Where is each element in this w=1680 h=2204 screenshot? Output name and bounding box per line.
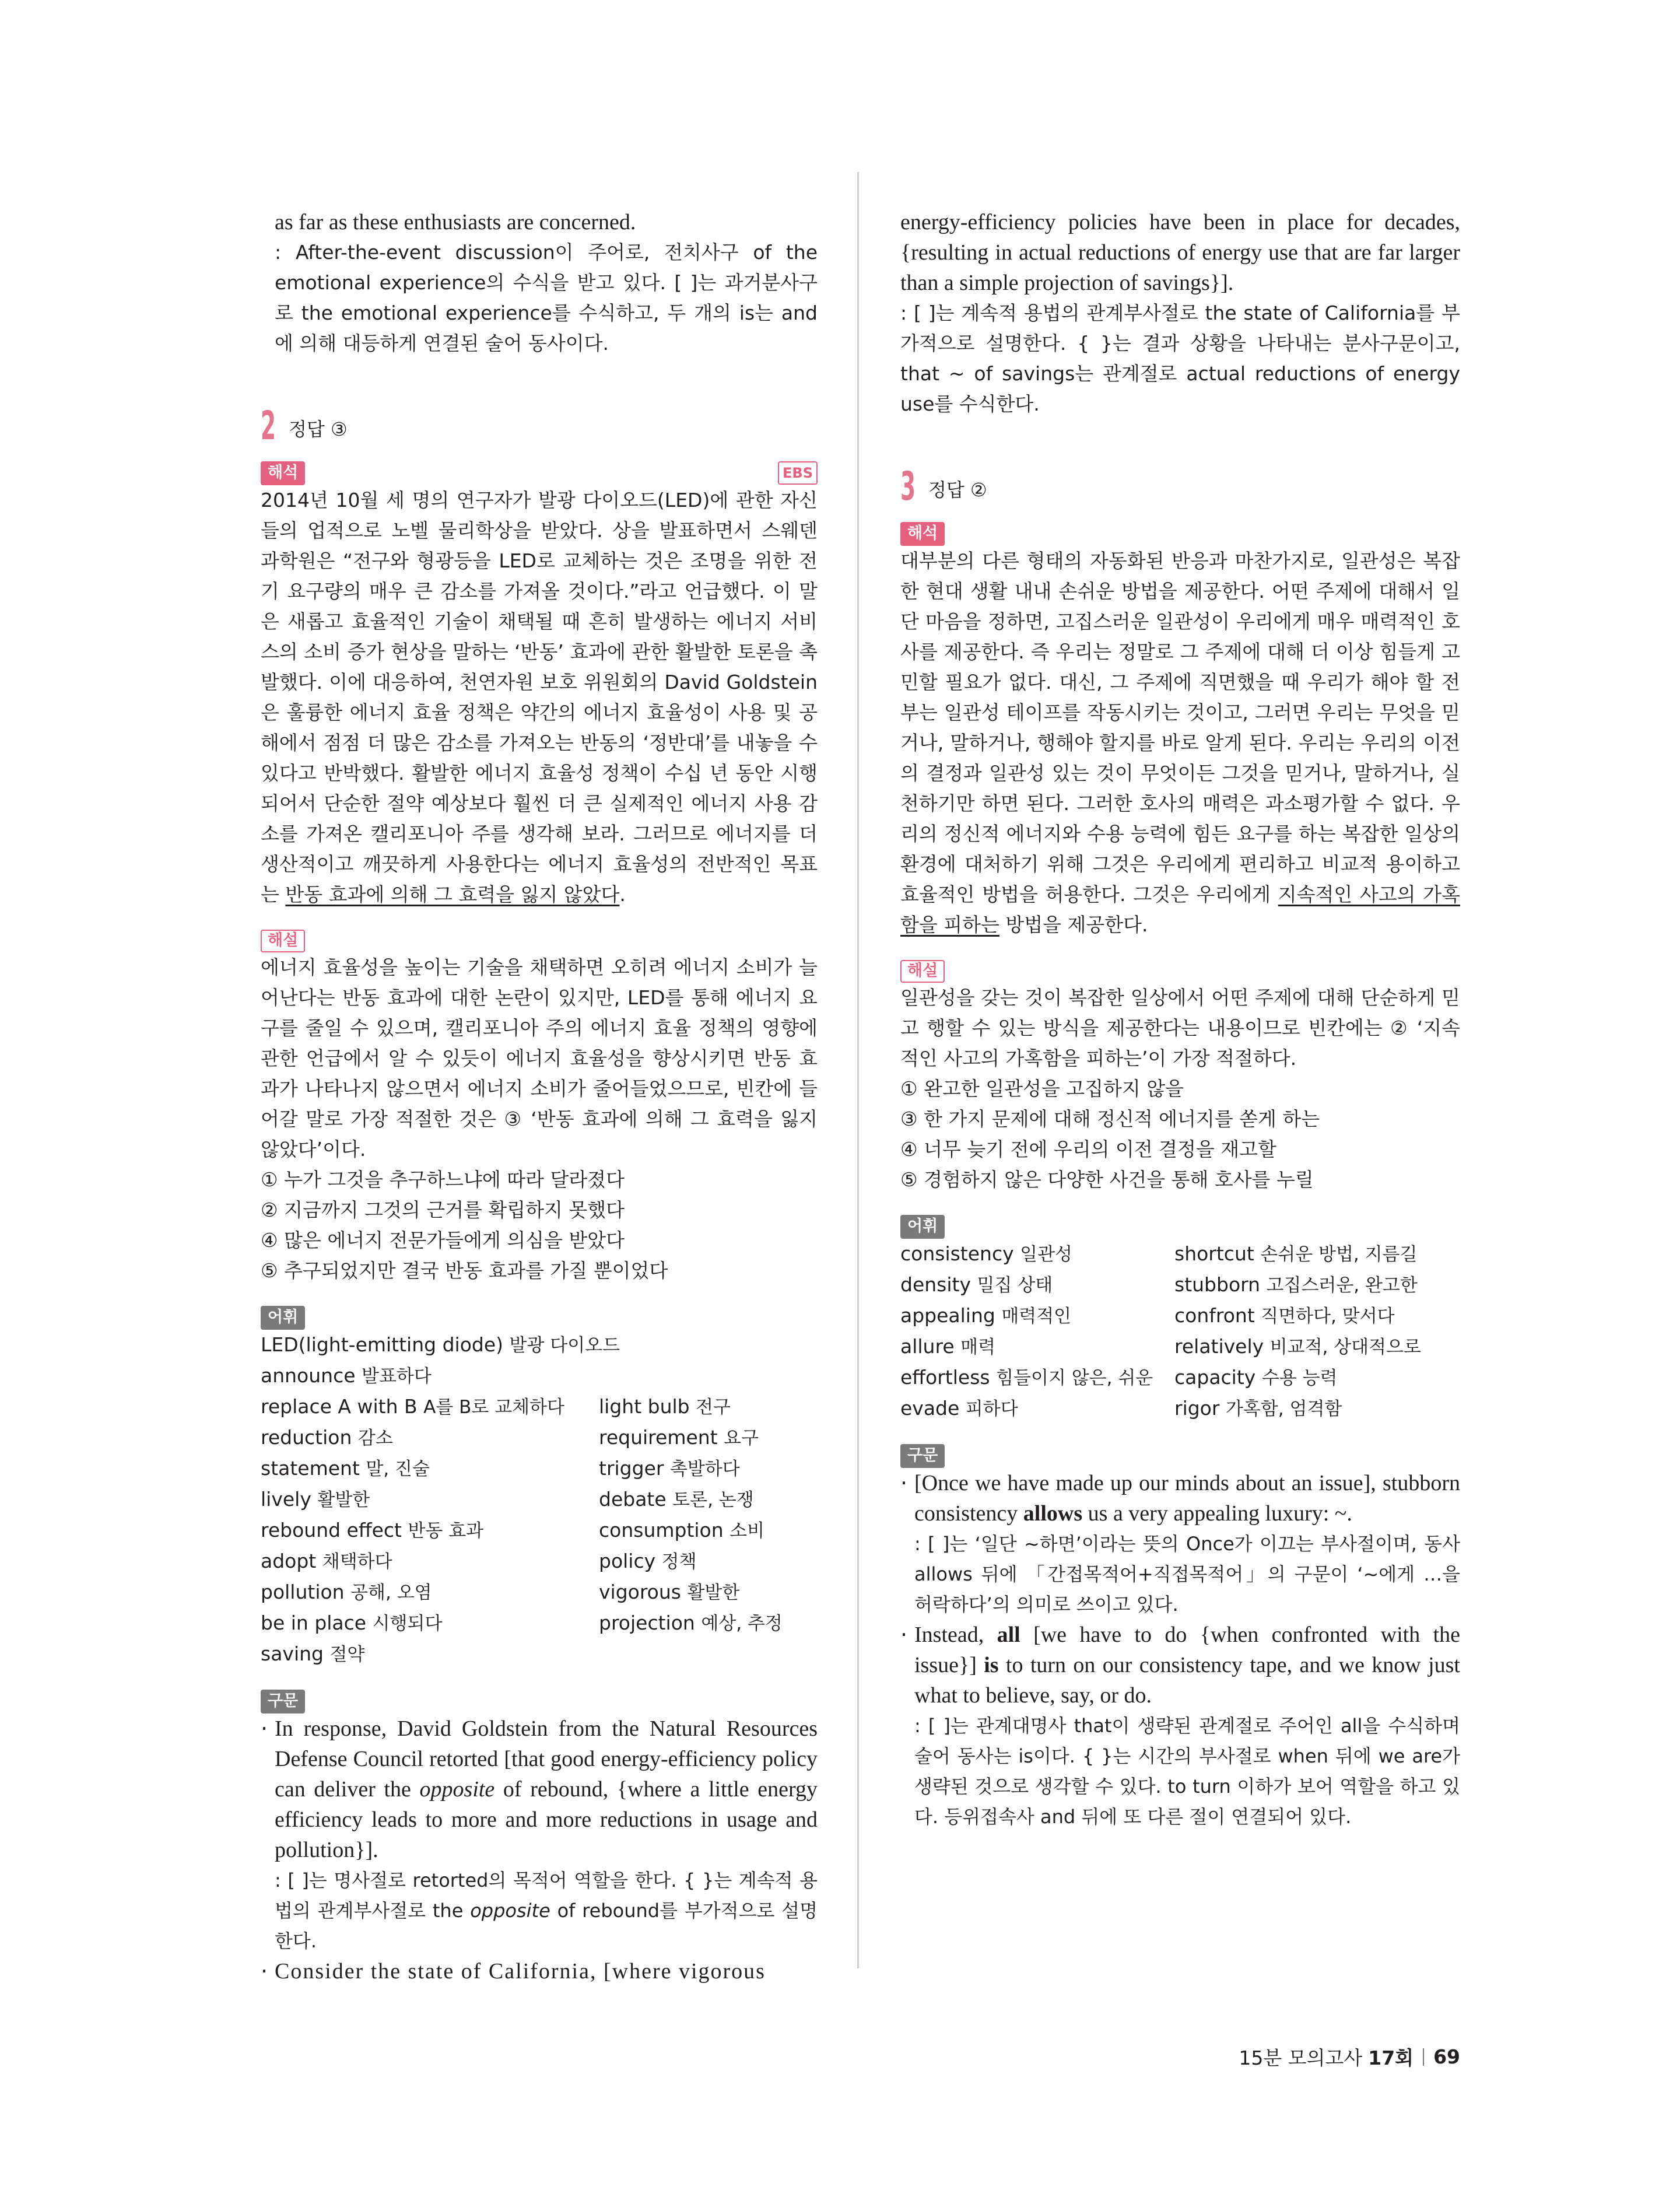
vocab-item: evade 피하다 (900, 1397, 1018, 1420)
explanation-tag: 해설 (261, 930, 305, 952)
syntax-item: · Instead, all [we have to do {when confronted with the issue}] is to turn on our consistency tape, and we know just what to believe, say, or do. (900, 1620, 1460, 1711)
question-2-header (261, 403, 818, 449)
answer-label: 정답 ② (928, 479, 987, 501)
vocab-tag: 어휘 (900, 1215, 945, 1239)
vocab-item: lively 활발한 (261, 1488, 370, 1511)
choice-item: ⑤ 추구되었지만 결국 반동 효과를 가질 뿐이었다 (261, 1259, 668, 1282)
vocab-item: vigorous 활발한 (599, 1581, 740, 1603)
syntax-item: · In response, David Goldstein from the Natural Resources Defense Council retorted [that good energy-efficiency policy can deliver the opposite of rebound, {where a little energy efficiency leads to more and more reductions in usage and pollution}]. (261, 1714, 818, 1865)
syntax-sentence: Consider the state of California, [where vigorous (275, 1959, 766, 1984)
syntax-sentence: [Once we have made up our minds about an issue], stubborn consistency allows us a very appealing luxury: ~. (914, 1471, 1460, 1526)
vocab-item: rebound effect 반동 효과 (261, 1519, 484, 1541)
vocab-item: saving 절약 (261, 1642, 365, 1665)
vocab-item: rigor 가혹함, 엄격함 (1174, 1397, 1342, 1420)
syntax-note: : [ ]는 관계대명사 that이 생략된 관계절로 주어인 all을 수식하며 술어 동사는 is이다. { }는 시간의 부사절로 when 뒤에 we are가 생략된 것으로 생각할 수 있다. to turn 이하가 보어 역할을 하고 있다. 등위접속사 and 뒤에 또 다른 절이 연결되어 있다. (914, 1715, 1460, 1828)
vocab-item: be in place 시행되다 (261, 1611, 443, 1634)
explanation-text: 에너지 효율성을 높이는 기술을 채택하면 오히려 에너지 소비가 늘어난다는 반동 효과에 대한 논란이 있지만, LED를 통해 에너지 요구를 줄일 수 있으며, 캘리포니아 주의 에너지 효율 정책의 영향에 관한 언급에서 알 수 있듯이 에너지 효율성을 향상시키면 반동 효과가 나타나지 않으면서 에너지 소비가 줄어들었으므로, 빈칸에 들어갈 말로 가장 적절한 것은 ③ ‘반동 효과에 의해 그 효력을 잃지 않았다’이다. (261, 956, 818, 1161)
vocab-item: requirement 요구 (599, 1426, 759, 1449)
syntax-item: · Consider the state of California, [where vigorous (261, 1956, 818, 1986)
choice-item: ① 누가 그것을 추구하느냐에 따라 달라졌다 (261, 1168, 625, 1191)
choice-item: ④ 너무 늦기 전에 우리의 이전 결정을 재고할 (900, 1138, 1276, 1161)
carryover-sentence: energy-efficiency policies have been in place for decades, {resulting in actual reductions of energy use that are far larger than a simple projection of savings}]. (900, 210, 1460, 295)
translation-text: 2014년 10월 세 명의 연구자가 발광 다이오드(LED)에 관한 자신들의 업적으로 노벨 물리학상을 받았다. 상을 발표하면서 스웨덴 과학원은 “전구와 형광등을 LED로 교체하는 것은 조명을 위한 전기 요구량의 매우 큰 감소를 가져올 것이다.”라고 언급했다. 이 말은 새롭고 효율적인 기술이 채택될 때 흔히 발생하는 에너지 서비스의 소비 증가 현상을 말하는 ‘반동’ 효과에 관한 활발한 토론을 촉발했다. 이에 대응하여, 천연자원 보호 위원회의 David Goldstein은 훌륭한 에너지 효율 정책은 약간의 에너지 효율성이 사용 및 공해에서 점점 더 많은 감소를 가져오는 반동의 ‘정반대’를 내놓을 수 있다고 반박했다. 활발한 에너지 효율성 정책이 수십 년 동안 시행되어서 단순한 절약 예상보다 훨씬 더 큰 실제적인 에너지 사용 감소를 가져온 캘리포니아 주를 생각해 보라. 그러므로 에너지를 더 생산적이고 깨끗하게 사용한다는 에너지 효율성의 전반적인 목표는 반동 효과에 의해 그 효력을 잃지 않았다. (261, 489, 818, 906)
vocab-item: effortless 힘들이지 않은, 쉬운 (900, 1366, 1153, 1389)
vocab-item: allure 매력 (900, 1335, 996, 1358)
vocab-item: trigger 촉발하다 (599, 1457, 740, 1480)
choice-item: ① 완고한 일관성을 고집하지 않을 (900, 1077, 1184, 1100)
syntax-note: : [ ]는 ‘일단 ~하면’이라는 뜻의 Once가 이끄는 부사절이며, 동사 allows 뒤에 「간접목적어+직접목적어」의 구문이 ‘~에게 …을 허락하다’의 의미로 쓰이고 있다. (914, 1533, 1460, 1616)
syntax-tag: 구문 (261, 1690, 305, 1714)
question-number: 3 (900, 464, 916, 510)
vocab-list (261, 1330, 818, 1670)
vocab-item: shortcut 손쉬운 방법, 지름길 (1174, 1242, 1418, 1265)
vocab-item: confront 직면하다, 맞서다 (1174, 1304, 1395, 1327)
choice-item: ③ 한 가지 문제에 대해 정신적 에너지를 쏟게 하는 (900, 1108, 1320, 1130)
page-footer (1239, 2043, 1460, 2070)
page-number: 69 (1433, 2045, 1460, 2068)
vocab-item: replace A with B A를 B로 교체하다 (261, 1395, 564, 1418)
vocab-item: appealing 매력적인 (900, 1304, 1072, 1327)
vocab-item: light bulb 전구 (599, 1395, 731, 1418)
carryover-sentence: as far as these enthusiasts are concerned. (275, 210, 636, 234)
vocab-item: pollution 공해, 오염 (261, 1581, 432, 1603)
answer-underline: 반동 효과에 의해 그 효력을 잃지 않았다 (285, 883, 620, 906)
vocab-item: LED(light-emitting diode) 발광 다이오드 (261, 1333, 620, 1356)
syntax-note: : [ ]는 명사절로 retorted의 목적어 역할을 한다. { }는 계속적 용법의 관계부사절로 the opposite of rebound를 부가적으로 설명한다. (275, 1869, 818, 1952)
right-column (900, 207, 1460, 1832)
vocab-item: relatively 비교적, 상대적으로 (1174, 1335, 1421, 1358)
carryover-note: : [ ]는 계속적 용법의 관계부사절로 the state of California를 부가적으로 설명한다. { }는 결과 상황을 나타내는 분사구문이고, that ~ of savings는 관계절로 actual reductions of energy use를 수식한다. (900, 302, 1460, 415)
explanation-text: 일관성을 갖는 것이 복잡한 일상에서 어떤 주제에 대해 단순하게 믿고 행할 수 있는 방식을 제공한다는 내용이므로 빈칸에는 ② ‘지속적인 사고의 가혹함을 피하는’이 가장 적절하다. (900, 986, 1460, 1070)
choice-item: ④ 많은 에너지 전문가들에게 의심을 받았다 (261, 1229, 625, 1252)
vocab-item: adopt 채택하다 (261, 1550, 392, 1572)
question-number: 2 (261, 403, 276, 449)
vocab-item: statement 말, 진술 (261, 1457, 430, 1480)
vocab-item: stubborn 고집스러운, 완고한 (1174, 1273, 1418, 1296)
answer-label: 정답 ③ (289, 418, 348, 440)
translation-text: 대부분의 다른 형태의 자동화된 반응과 마찬가지로, 일관성은 복잡한 현대 생활 내내 손쉬운 방법을 제공한다. 어떤 주제에 대해서 일단 마음을 정하면, 고집스러운 일관성이 우리에게 매우 매력적인 호사를 제공한다. 즉 우리는 정말로 그 주제에 대해 더 이상 힘들게 고민할 필요가 없다. 대신, 그 주제에 직면했을 때 우리가 해야 할 전부는 일관성 테이프를 작동시키는 것이고, 그러면 우리는 무엇을 믿거나, 말하거나, 행해야 할지를 바로 알게 된다. 우리는 우리의 이전의 결정과 일관성 있는 것이 무엇이든 그것을 믿거나, 말하거나, 실천하기만 하면 된다. 그러한 호사의 매력은 과소평가할 수 없다. 우리의 정신적 에너지와 수용 능력에 힘든 요구를 하는 복잡한 일상의 환경에 대처하기 위해 그것은 우리에게 편리하고 비교적 용이하고 효율적인 방법을 허용한다. 그것은 우리에게 지속적인 사고의 가혹함을 피하는 방법을 제공한다. (900, 549, 1460, 936)
answer-underline: 지속적인 사고의 가혹함을 피하는 (900, 883, 1460, 936)
syntax-sentence: Instead, all [we have to do {when confronted with the issue}] is to turn on our consistency tape, and we know just what to believe, say, or do. (914, 1623, 1460, 1708)
vocab-item: capacity 수용 능력 (1174, 1366, 1338, 1389)
footer-label: 15분 모의고사 (1239, 2047, 1363, 2069)
explanation-tag: 해설 (900, 960, 945, 983)
footer-separator (1423, 2048, 1424, 2066)
vocab-list (900, 1239, 1460, 1424)
ebs-badge: EBS (778, 461, 818, 485)
choice-item: ⑤ 경험하지 않은 다양한 사건을 통해 호사를 누릴 (900, 1168, 1314, 1191)
syntax-sentence: In response, David Goldstein from the Natural Resources Defense Council retorted [that good energy-efficiency policy can deliver the opposite of rebound, {where a little energy efficiency leads to more and more reductions in usage and pollution}]. (275, 1716, 818, 1862)
vocab-item: policy 정책 (599, 1550, 697, 1572)
vocab-item: reduction 감소 (261, 1426, 393, 1449)
vocab-item: consistency 일관성 (900, 1242, 1072, 1265)
carryover-note: : After-the-event discussion이 주어로, 전치사구 of the emotional experience의 수식을 받고 있다. [ ]는 과거분사구로 the emotional experience를 수식하고, 두 개의 is는 and에 의해 대등하게 연결된 술어 동사이다. (275, 241, 818, 355)
column-divider (857, 172, 859, 1968)
syntax-tag: 구문 (900, 1444, 945, 1468)
syntax-item: · [Once we have made up our minds about an issue], stubborn consistency allows us a very appealing luxury: ~. (900, 1468, 1460, 1529)
translation-tag: 해석 (261, 461, 305, 485)
vocab-item: debate 토론, 논쟁 (599, 1488, 754, 1511)
choice-item: ② 지금까지 그것의 근거를 확립하지 못했다 (261, 1199, 625, 1221)
translation-tag: 해석 (900, 522, 945, 546)
left-column (261, 207, 818, 1986)
footer-round: 17회 (1368, 2047, 1414, 2069)
vocab-tag: 어휘 (261, 1306, 305, 1330)
vocab-item: announce 발표하다 (261, 1364, 432, 1387)
vocab-item: projection 예상, 추정 (599, 1611, 783, 1634)
vocab-item: density 밀집 상태 (900, 1273, 1053, 1296)
question-3-header (900, 464, 1460, 510)
vocab-item: consumption 소비 (599, 1519, 765, 1541)
